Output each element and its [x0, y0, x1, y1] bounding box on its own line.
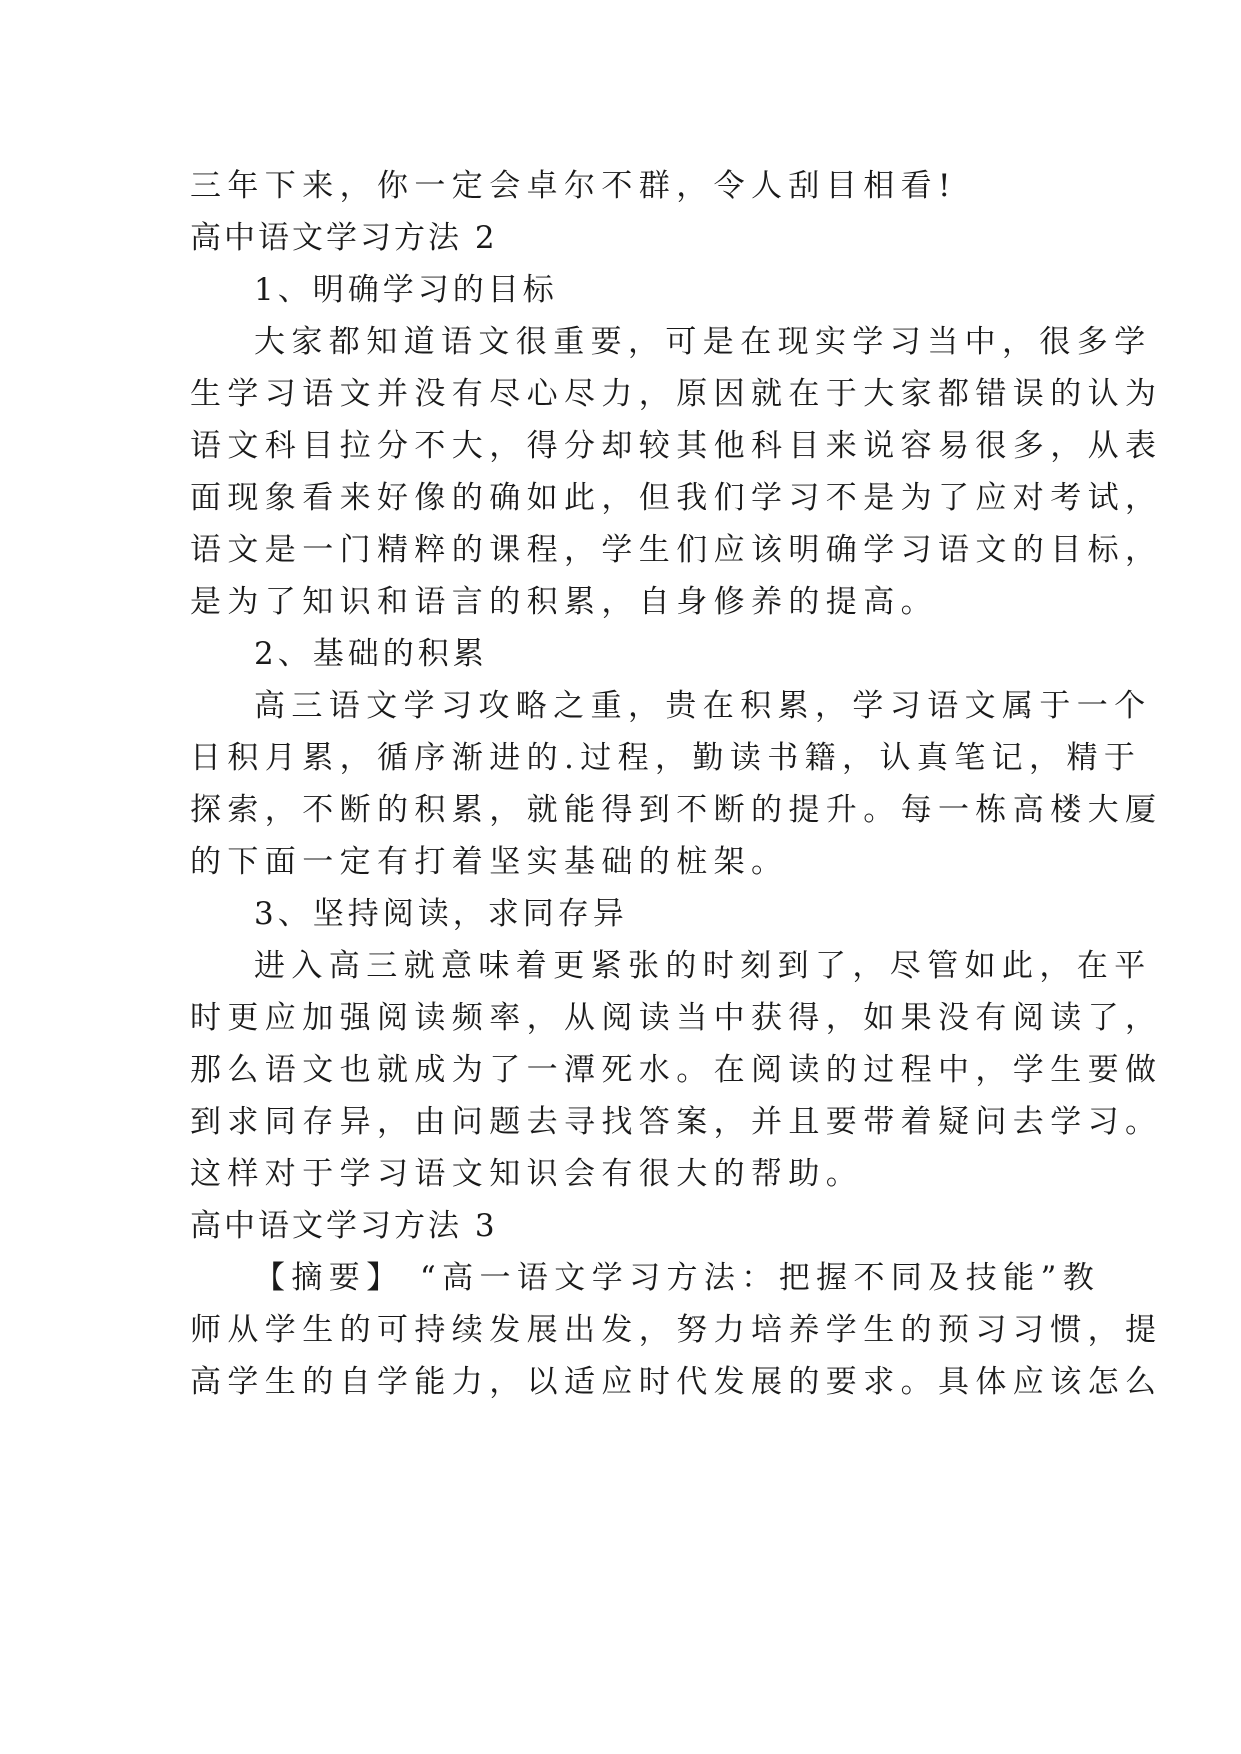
section-heading: 高中语文学习方法 2 — [190, 220, 498, 256]
body-line: 师从学生的可持续发展出发，努力培养学生的预习习惯，提 — [190, 1312, 1163, 1348]
body-line: 日积月累，循序渐进的.过程，勤读书籍，认真笔记，精于 — [190, 740, 1142, 776]
body-line: 面现象看来好像的确如此，但我们学习不是为了应对考试， — [190, 480, 1163, 516]
body-line: 这样对于学习语文知识会有很大的帮助。 — [190, 1156, 864, 1192]
body-line: 三年下来，你一定会卓尔不群，令人刮目相看! — [190, 168, 957, 204]
body-line: 生学习语文并没有尽心尽力，原因就在于大家都错误的认为 — [190, 376, 1163, 412]
subheading-line: 3、坚持阅读，求同存异 — [254, 896, 628, 932]
body-line: 语文是一门精粹的课程，学生们应该明确学习语文的目标， — [190, 532, 1163, 568]
body-line: 语文科目拉分不大，得分却较其他科目来说容易很多，从表 — [190, 428, 1163, 464]
body-line: 的下面一定有打着坚实基础的桩架。 — [190, 844, 789, 880]
paragraph-first-line: 进入高三就意味着更紧张的时刻到了，尽管如此，在平 — [254, 948, 1152, 984]
paragraph-first-line: 大家都知道语文很重要，可是在现实学习当中，很多学 — [254, 324, 1152, 360]
body-line: 是为了知识和语言的积累，自身修养的提高。 — [190, 584, 938, 620]
body-line: 到求同存异，由问题去寻找答案，并且要带着疑问去学习。 — [190, 1104, 1163, 1140]
subheading-line: 2、基础的积累 — [254, 636, 488, 672]
paragraph-first-line: 高三语文学习攻略之重，贵在积累，学习语文属于一个 — [254, 688, 1152, 724]
section-heading: 高中语文学习方法 3 — [190, 1208, 498, 1244]
subheading-line: 1、明确学习的目标 — [254, 272, 558, 308]
body-line: 时更应加强阅读频率，从阅读当中获得，如果没有阅读了， — [190, 1000, 1163, 1036]
body-line: 高学生的自学能力，以适应时代发展的要求。具体应该怎么 — [190, 1364, 1163, 1400]
body-line: 探索，不断的积累，就能得到不断的提升。每一栋高楼大厦 — [190, 792, 1163, 828]
paragraph-first-line: 【摘要】 “高一语文学习方法：把握不同及技能”教 — [254, 1260, 1101, 1296]
document-body — [190, 160, 1163, 1408]
body-line: 那么语文也就成为了一潭死水。在阅读的过程中，学生要做 — [190, 1052, 1163, 1088]
